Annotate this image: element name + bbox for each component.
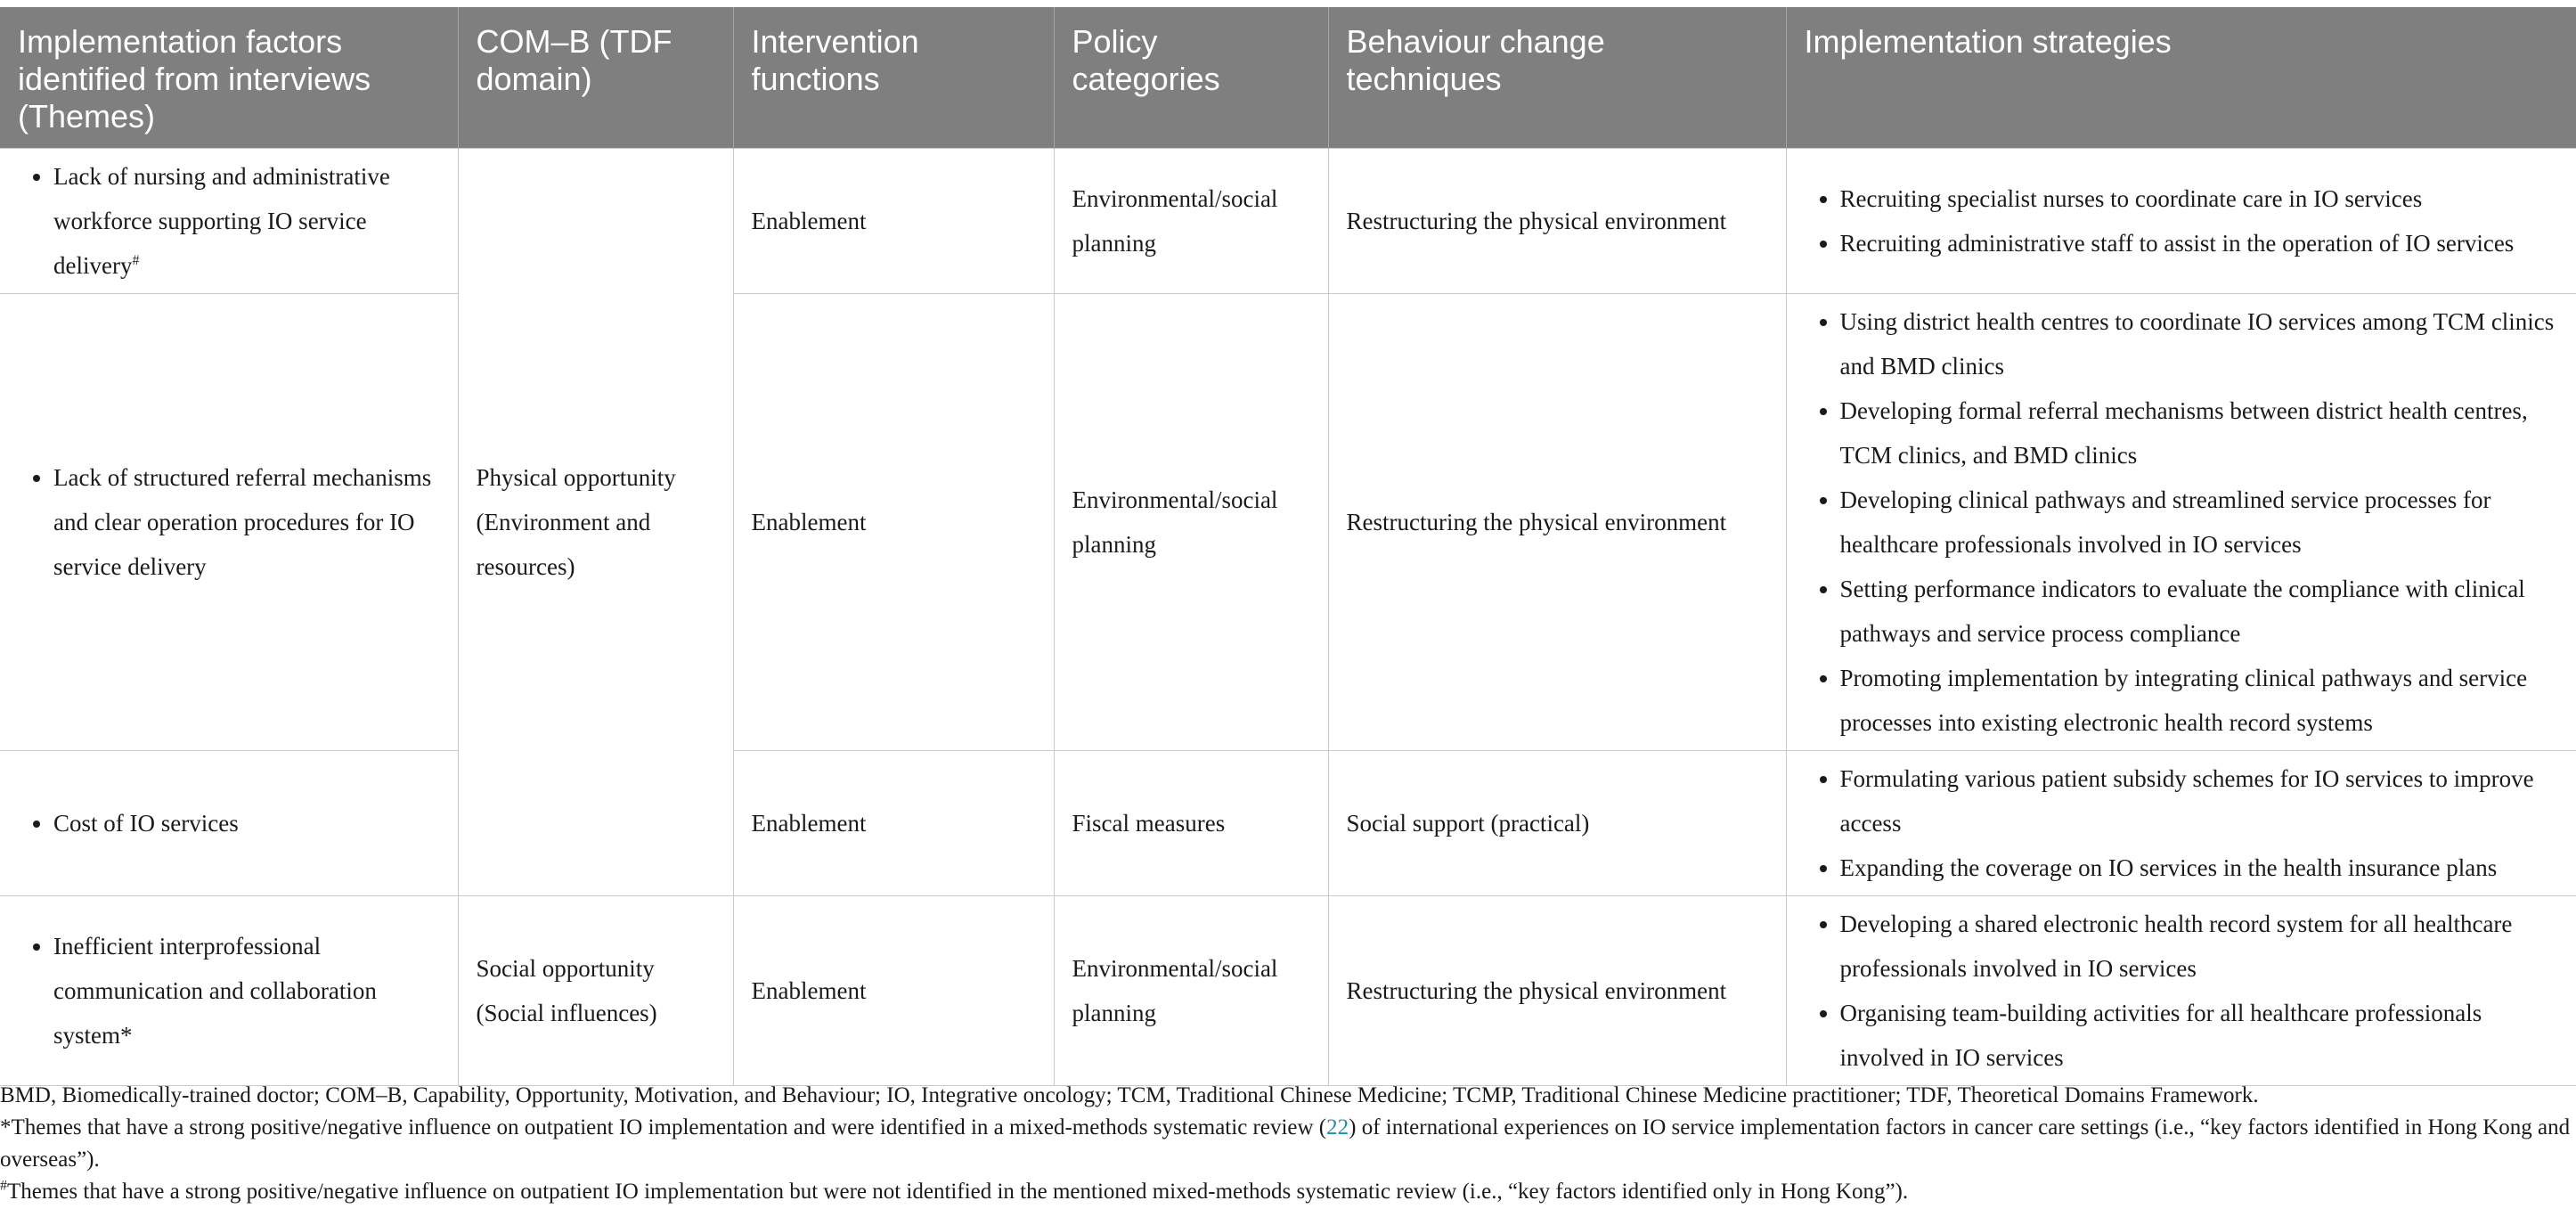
list-item: • Cost of IO services: [53, 801, 440, 845]
list-item: • Recruiting specialist nurses to coordinate care in IO services: [1840, 176, 2559, 221]
list-item: • Promoting implementation by integrating clinical pathways and service processes into existing electronic health record systems: [1840, 656, 2559, 745]
list-item: • Formulating various patient subsidy schemes for IO services to improve access: [1840, 756, 2559, 845]
header-intervention-functions: Intervention functions: [733, 7, 1054, 149]
list-item: • Inefficient interprofessional communication and collaboration system*: [53, 924, 440, 1058]
list-item: • Using district health centres to coordinate IO services among TCM clinics and BMD clinics: [1840, 299, 2559, 388]
list-item: • Recruiting administrative staff to assist in the operation of IO services: [1840, 221, 2559, 265]
strategies-cell: [1786, 896, 2576, 1086]
list-item: • Expanding the coverage on IO services in the health insurance plans: [1840, 845, 2559, 890]
com-b-cell: Social opportunity (Social influences): [458, 896, 733, 1086]
header-strategies: Implementation strategies: [1786, 7, 2576, 149]
table-row: [0, 896, 2576, 1086]
list-item: • Organising team-building activities for all healthcare professionals involved in IO services: [1840, 991, 2559, 1080]
technique-cell: Restructuring the physical environment: [1328, 896, 1786, 1086]
strategies-cell: [1786, 751, 2576, 896]
factor-cell: [0, 896, 458, 1086]
strategies-cell: [1786, 149, 2576, 294]
policy-cell: Environmental/social planning: [1054, 896, 1328, 1086]
list-item: • Lack of nursing and administrative workforce supporting IO service delivery#: [53, 154, 440, 288]
com-b-cell: Physical opportunity (Environment and resources): [458, 149, 733, 896]
table-row: [0, 294, 2576, 751]
policy-cell: Fiscal measures: [1054, 751, 1328, 896]
header-com-b: COM–B (TDF domain): [458, 7, 733, 149]
footnote-star: *Themes that have a strong positive/negative influence on outpatient IO implementation and were identified in a mixed-methods systematic review (22) of international experiences on IO service implementation factors in cancer care settings (i.e., “key factors identified in Hong Kong and overseas”).: [0, 1115, 2571, 1172]
technique-cell: Restructuring the physical environment: [1328, 294, 1786, 751]
footnote-abbreviations: BMD, Biomedically-trained doctor; COM–B, Capability, Opportunity, Motivation, and Behaviour; IO, Integrative oncology; TCM, Traditional Chinese Medicine; TCMP, Traditional Chinese Medicine practitioner; TDF, Theoretical Domains Framework.: [0, 1083, 2259, 1107]
factor-cell: [0, 751, 458, 896]
header-policy-categories: Policy categories: [1054, 7, 1328, 149]
table-row: [0, 149, 2576, 294]
policy-cell: Environmental/social planning: [1054, 149, 1328, 294]
list-item: • Setting performance indicators to evaluate the compliance with clinical pathways and service process compliance: [1840, 567, 2559, 656]
hash-mark: #: [132, 253, 140, 268]
implementation-table: [0, 7, 2576, 1086]
footnote-hash: #Themes that have a strong positive/negative influence on outpatient IO implementation but were not identified in the mentioned mixed-methods systematic review (i.e., “key factors identified only in Hong Kong”).: [0, 1178, 1909, 1204]
reference-link[interactable]: 22: [1326, 1115, 1349, 1139]
policy-cell: Environmental/social planning: [1054, 294, 1328, 751]
list-item: • Developing a shared electronic health record system for all healthcare professionals involved in IO services: [1840, 902, 2559, 991]
factor-cell: [0, 294, 458, 751]
technique-cell: Restructuring the physical environment: [1328, 149, 1786, 294]
table-footnotes: [0, 1080, 2576, 1208]
function-cell: Enablement: [733, 294, 1054, 751]
hash-mark: #: [0, 1178, 7, 1194]
list-item: • Lack of structured referral mechanisms and clear operation procedures for IO service delivery: [53, 455, 440, 589]
header-row: [0, 7, 2576, 149]
function-cell: Enablement: [733, 751, 1054, 896]
function-cell: Enablement: [733, 896, 1054, 1086]
list-item: • Developing clinical pathways and streamlined service processes for healthcare professionals involved in IO services: [1840, 478, 2559, 567]
table-row: [0, 751, 2576, 896]
technique-cell: Social support (practical): [1328, 751, 1786, 896]
header-factors: Implementation factors identified from interviews (Themes): [0, 7, 458, 149]
strategies-cell: [1786, 294, 2576, 751]
header-techniques: Behaviour change techniques: [1328, 7, 1786, 149]
function-cell: Enablement: [733, 149, 1054, 294]
factor-cell: [0, 149, 458, 294]
list-item: • Developing formal referral mechanisms between district health centres, TCM clinics, and BMD clinics: [1840, 388, 2559, 478]
